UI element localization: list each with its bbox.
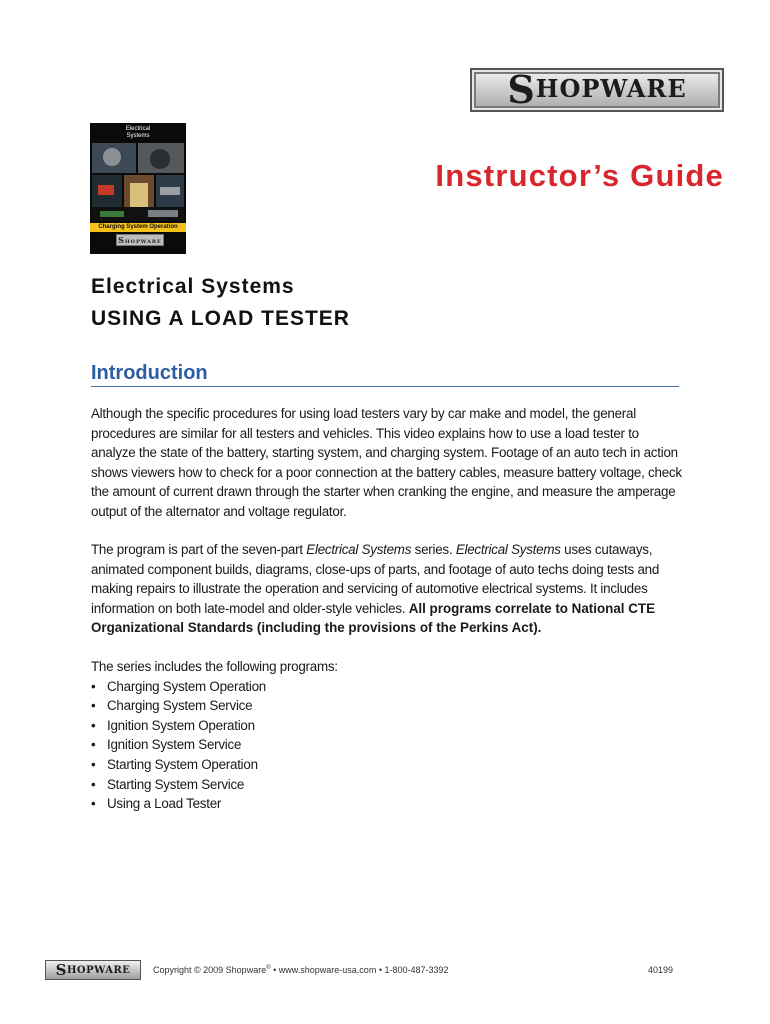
paragraph-line: [91, 618, 691, 638]
logo-rest: HOPWARE: [535, 74, 687, 103]
cover-title-line1: Electrical: [125, 126, 151, 132]
introduction-heading-text: Introduction: [91, 362, 208, 384]
text-run: The program is part of the seven-part: [91, 542, 307, 557]
copyright-text: Copyright © 2009 Shopware: [153, 965, 267, 975]
text-run: series.: [411, 542, 456, 557]
logo-initial: S: [507, 67, 536, 112]
list-item: [91, 775, 691, 795]
cover-title: [90, 126, 186, 140]
bullet-icon: •: [91, 737, 96, 753]
paragraph-line: animated component builds, diagrams, close-ups of parts, and footage of auto techs doing tests and: [91, 561, 660, 577]
paragraph-line: shows viewers how to check for a poor connection at the battery cables, measure battery voltage, check: [91, 464, 682, 480]
list-item: [91, 716, 691, 736]
page-title: Instructor’s Guide: [435, 158, 724, 193]
registered-mark: ®: [266, 965, 271, 971]
paragraph-line: Although the specific procedures for using load testers vary by car make and model, the general: [91, 406, 636, 421]
cover-title-line2: Systems: [126, 133, 150, 139]
bullet-icon: •: [91, 796, 96, 812]
paragraph-line: output of the alternator and voltage regulator.: [91, 503, 347, 519]
product-code: 40199: [647, 965, 673, 975]
list-item: [91, 794, 691, 814]
bullet-icon: •: [91, 717, 96, 733]
shopware-logo: [470, 68, 724, 112]
paragraph-line: procedures are similar for all testers and vehicles. This video explains how to use a load tester to: [91, 425, 639, 441]
bullet-icon: •: [91, 776, 96, 792]
series-name-italic: Electrical Systems: [455, 542, 561, 557]
list-item: [91, 677, 691, 697]
cover-logo-text: [117, 235, 163, 247]
footer-logo: [45, 960, 141, 980]
intro-paragraph-1: [91, 404, 691, 522]
text-run: uses cutaways,: [560, 542, 653, 557]
list-item-label: Charging System Operation: [107, 678, 266, 694]
list-item-label: Charging System Service: [107, 698, 253, 714]
paragraph-line: making repairs to illustrate the operation and servicing of automotive electrical systems. It includes: [91, 581, 648, 597]
bullet-icon: •: [91, 678, 96, 694]
cte-statement-bold: All programs correlate to National CTE: [408, 600, 656, 616]
series-title: Electrical Systems: [91, 275, 295, 298]
cover-logo-rest: HOPWARE: [124, 239, 162, 245]
paragraph-line: analyze the state of the battery, starting system, and charging system. Footage of an auto tech in action: [91, 445, 678, 461]
paragraph-line: [91, 540, 691, 560]
intro-paragraph-2: [91, 540, 691, 638]
list-item: [91, 735, 691, 755]
paragraph-line: the amount of current drawn through the starter when cranking the engine, and measure the amperage: [91, 484, 676, 500]
introduction-heading: [91, 362, 679, 387]
footer-copyright: [153, 965, 449, 975]
list-item-label: Starting System Service: [107, 776, 245, 792]
list-item: [91, 696, 691, 716]
list-item-label: Using a Load Tester: [107, 796, 222, 812]
footer-logo-text: [55, 960, 131, 979]
contact-text: • www.shopware-usa.com • 1-800-487-3392: [270, 965, 449, 975]
cte-statement-bold: Organizational Standards (including the provisions of the Perkins Act).: [91, 620, 542, 636]
footer-logo-rest: HOPWARE: [66, 964, 131, 976]
footer-logo-initial: S: [55, 960, 67, 979]
program-list-section: [91, 657, 691, 814]
shopware-logo-text: [507, 67, 687, 112]
dvd-cover-image: [90, 123, 186, 254]
paragraph-line: [91, 599, 691, 619]
episode-title: USING A LOAD TESTER: [91, 307, 350, 330]
cover-band: Charging System Operation: [90, 223, 186, 232]
text-run: information on both late-model and older-style vehicles.: [91, 600, 409, 616]
list-intro: The series includes the following programs:: [91, 659, 338, 674]
bullet-icon: •: [91, 698, 96, 714]
bullet-icon: •: [91, 756, 96, 772]
list-item-label: Ignition System Service: [107, 737, 242, 753]
list-item-label: Ignition System Operation: [107, 717, 255, 733]
list-item: [91, 755, 691, 775]
cover-logo-initial: S: [118, 235, 125, 245]
series-name-italic: Electrical Systems: [306, 542, 412, 557]
program-list: [91, 677, 691, 814]
list-item-label: Starting System Operation: [107, 756, 258, 772]
cover-logo: [116, 234, 164, 246]
